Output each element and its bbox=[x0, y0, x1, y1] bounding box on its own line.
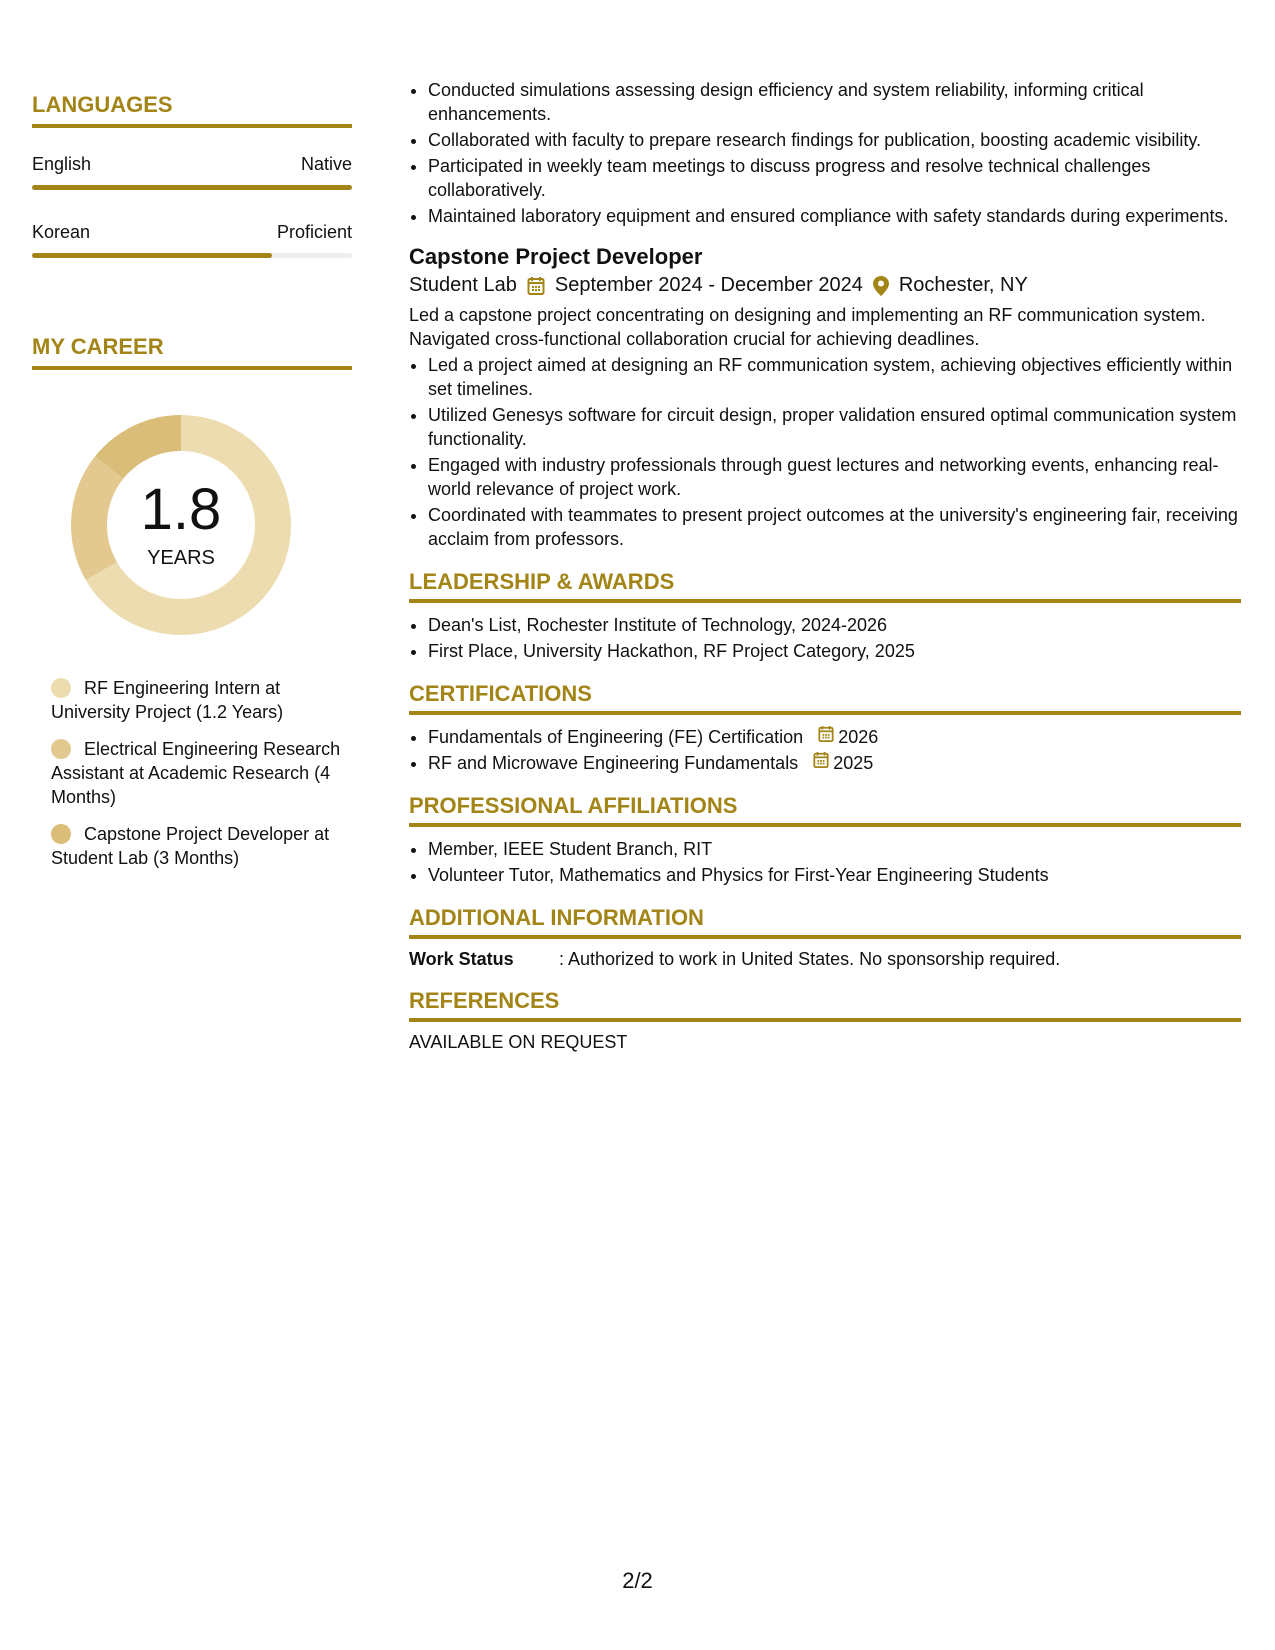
bullet-item: • Collaborated with faculty to prepare research findings for publication, boosting academic visibility. bbox=[428, 128, 1241, 152]
references-heading: REFERENCES bbox=[409, 988, 1241, 1022]
certifications-heading: CERTIFICATIONS bbox=[409, 681, 1241, 715]
bullet-item: • First Place, University Hackathon, RF Project Category, 2025 bbox=[428, 639, 1241, 663]
job-location: Rochester, NY bbox=[898, 274, 1028, 296]
previous-job-bullets bbox=[409, 78, 1241, 228]
language-level: Native bbox=[300, 154, 352, 174]
career-legend-item bbox=[51, 822, 352, 870]
certification-item bbox=[428, 751, 1241, 775]
bullet-item: • Volunteer Tutor, Mathematics and Physics for First-Year Engineering Students bbox=[428, 863, 1241, 887]
career-legend-label: Electrical Engineering Research Assistant at Academic Research (4 Months) bbox=[51, 739, 341, 807]
career-legend-label: Capstone Project Developer at Student Lab (3 Months) bbox=[51, 824, 330, 868]
calendar-icon bbox=[813, 751, 829, 775]
legend-dot bbox=[51, 678, 71, 698]
certification-year: 2025 bbox=[833, 753, 874, 773]
language-bar bbox=[32, 253, 352, 258]
language-bar-fill bbox=[32, 185, 352, 190]
language-korean bbox=[32, 222, 352, 258]
legend-dot bbox=[51, 739, 71, 759]
sidebar bbox=[32, 92, 352, 883]
career-total-unit: YEARS bbox=[147, 546, 215, 569]
bullet-item: • Maintained laboratory equipment and ensured compliance with safety standards during experiments. bbox=[428, 204, 1241, 228]
career-legend bbox=[51, 676, 352, 870]
certification-name: Fundamentals of Engineering (FE) Certification bbox=[428, 727, 804, 747]
bullet-item: • Led a project aimed at designing an RF communication system, achieving objectives efficiently within set timelines. bbox=[428, 353, 1241, 401]
career-donut-chart bbox=[66, 410, 296, 640]
job-company: Student Lab bbox=[409, 274, 517, 296]
affiliations-heading: PROFESSIONAL AFFILIATIONS bbox=[409, 793, 1241, 827]
job-dates: September 2024 - December 2024 bbox=[554, 274, 863, 296]
language-bar bbox=[32, 185, 352, 190]
bullet-item: • Member, IEEE Student Branch, RIT bbox=[428, 837, 1241, 861]
bullet-item: • Conducted simulations assessing design efficiency and system reliability, informing critical enhancements. bbox=[428, 78, 1241, 126]
bullet-item: • Dean's List, Rochester Institute of Technology, 2024-2026 bbox=[428, 613, 1241, 637]
job-title: Capstone Project Developer bbox=[409, 244, 703, 269]
language-english bbox=[32, 154, 352, 190]
bullet-item: • Engaged with industry professionals through guest lectures and networking events, enhancing real-world relevance of project work. bbox=[428, 453, 1241, 501]
certifications-list bbox=[409, 725, 1241, 775]
affiliations-list bbox=[409, 837, 1241, 887]
career-total-value: 1.8 bbox=[140, 476, 222, 542]
certification-year: 2026 bbox=[838, 727, 879, 747]
job-summary: Led a capstone project concentrating on designing and implementing an RF communication system. Navigated cross-functional collaboration crucial for achieving deadlines. bbox=[409, 305, 1206, 349]
career-heading: MY CAREER bbox=[32, 334, 352, 370]
work-status-row bbox=[409, 949, 1241, 970]
leadership-heading: LEADERSHIP & AWARDS bbox=[409, 569, 1241, 603]
main-column bbox=[409, 78, 1241, 1053]
job-meta bbox=[409, 274, 1241, 297]
additional-info-heading: ADDITIONAL INFORMATION bbox=[409, 905, 1241, 939]
work-status-label: Work Status bbox=[409, 949, 514, 969]
language-name: English bbox=[32, 154, 92, 174]
language-name: Korean bbox=[32, 222, 91, 242]
calendar-icon bbox=[818, 725, 834, 749]
career-legend-item bbox=[51, 676, 352, 724]
career-legend-label: RF Engineering Intern at University Project (1.2 Years) bbox=[51, 678, 284, 722]
language-level: Proficient bbox=[276, 222, 352, 242]
certification-name: RF and Microwave Engineering Fundamentals bbox=[428, 753, 799, 773]
bullet-item: • Participated in weekly team meetings to discuss progress and resolve technical challenges collaboratively. bbox=[428, 154, 1241, 202]
bullet-item: • Utilized Genesys software for circuit design, proper validation ensured optimal communication system functionality. bbox=[428, 403, 1241, 451]
page-number: 2/2 bbox=[622, 1568, 653, 1593]
references-text: AVAILABLE ON REQUEST bbox=[409, 1032, 628, 1052]
language-bar-fill bbox=[32, 253, 272, 258]
leadership-list bbox=[409, 613, 1241, 663]
job-entry bbox=[409, 244, 1241, 551]
career-legend-item bbox=[51, 737, 352, 809]
legend-dot bbox=[51, 824, 71, 844]
location-pin-icon bbox=[873, 276, 889, 296]
calendar-icon bbox=[527, 276, 545, 296]
work-status-value: : Authorized to work in United States. No sponsorship required. bbox=[559, 949, 1061, 969]
certification-item bbox=[428, 725, 1241, 749]
languages-heading: LANGUAGES bbox=[32, 92, 352, 128]
job-bullets bbox=[409, 353, 1241, 551]
bullet-item: • Coordinated with teammates to present project outcomes at the university's engineering fair, receiving acclaim from professors. bbox=[428, 503, 1241, 551]
